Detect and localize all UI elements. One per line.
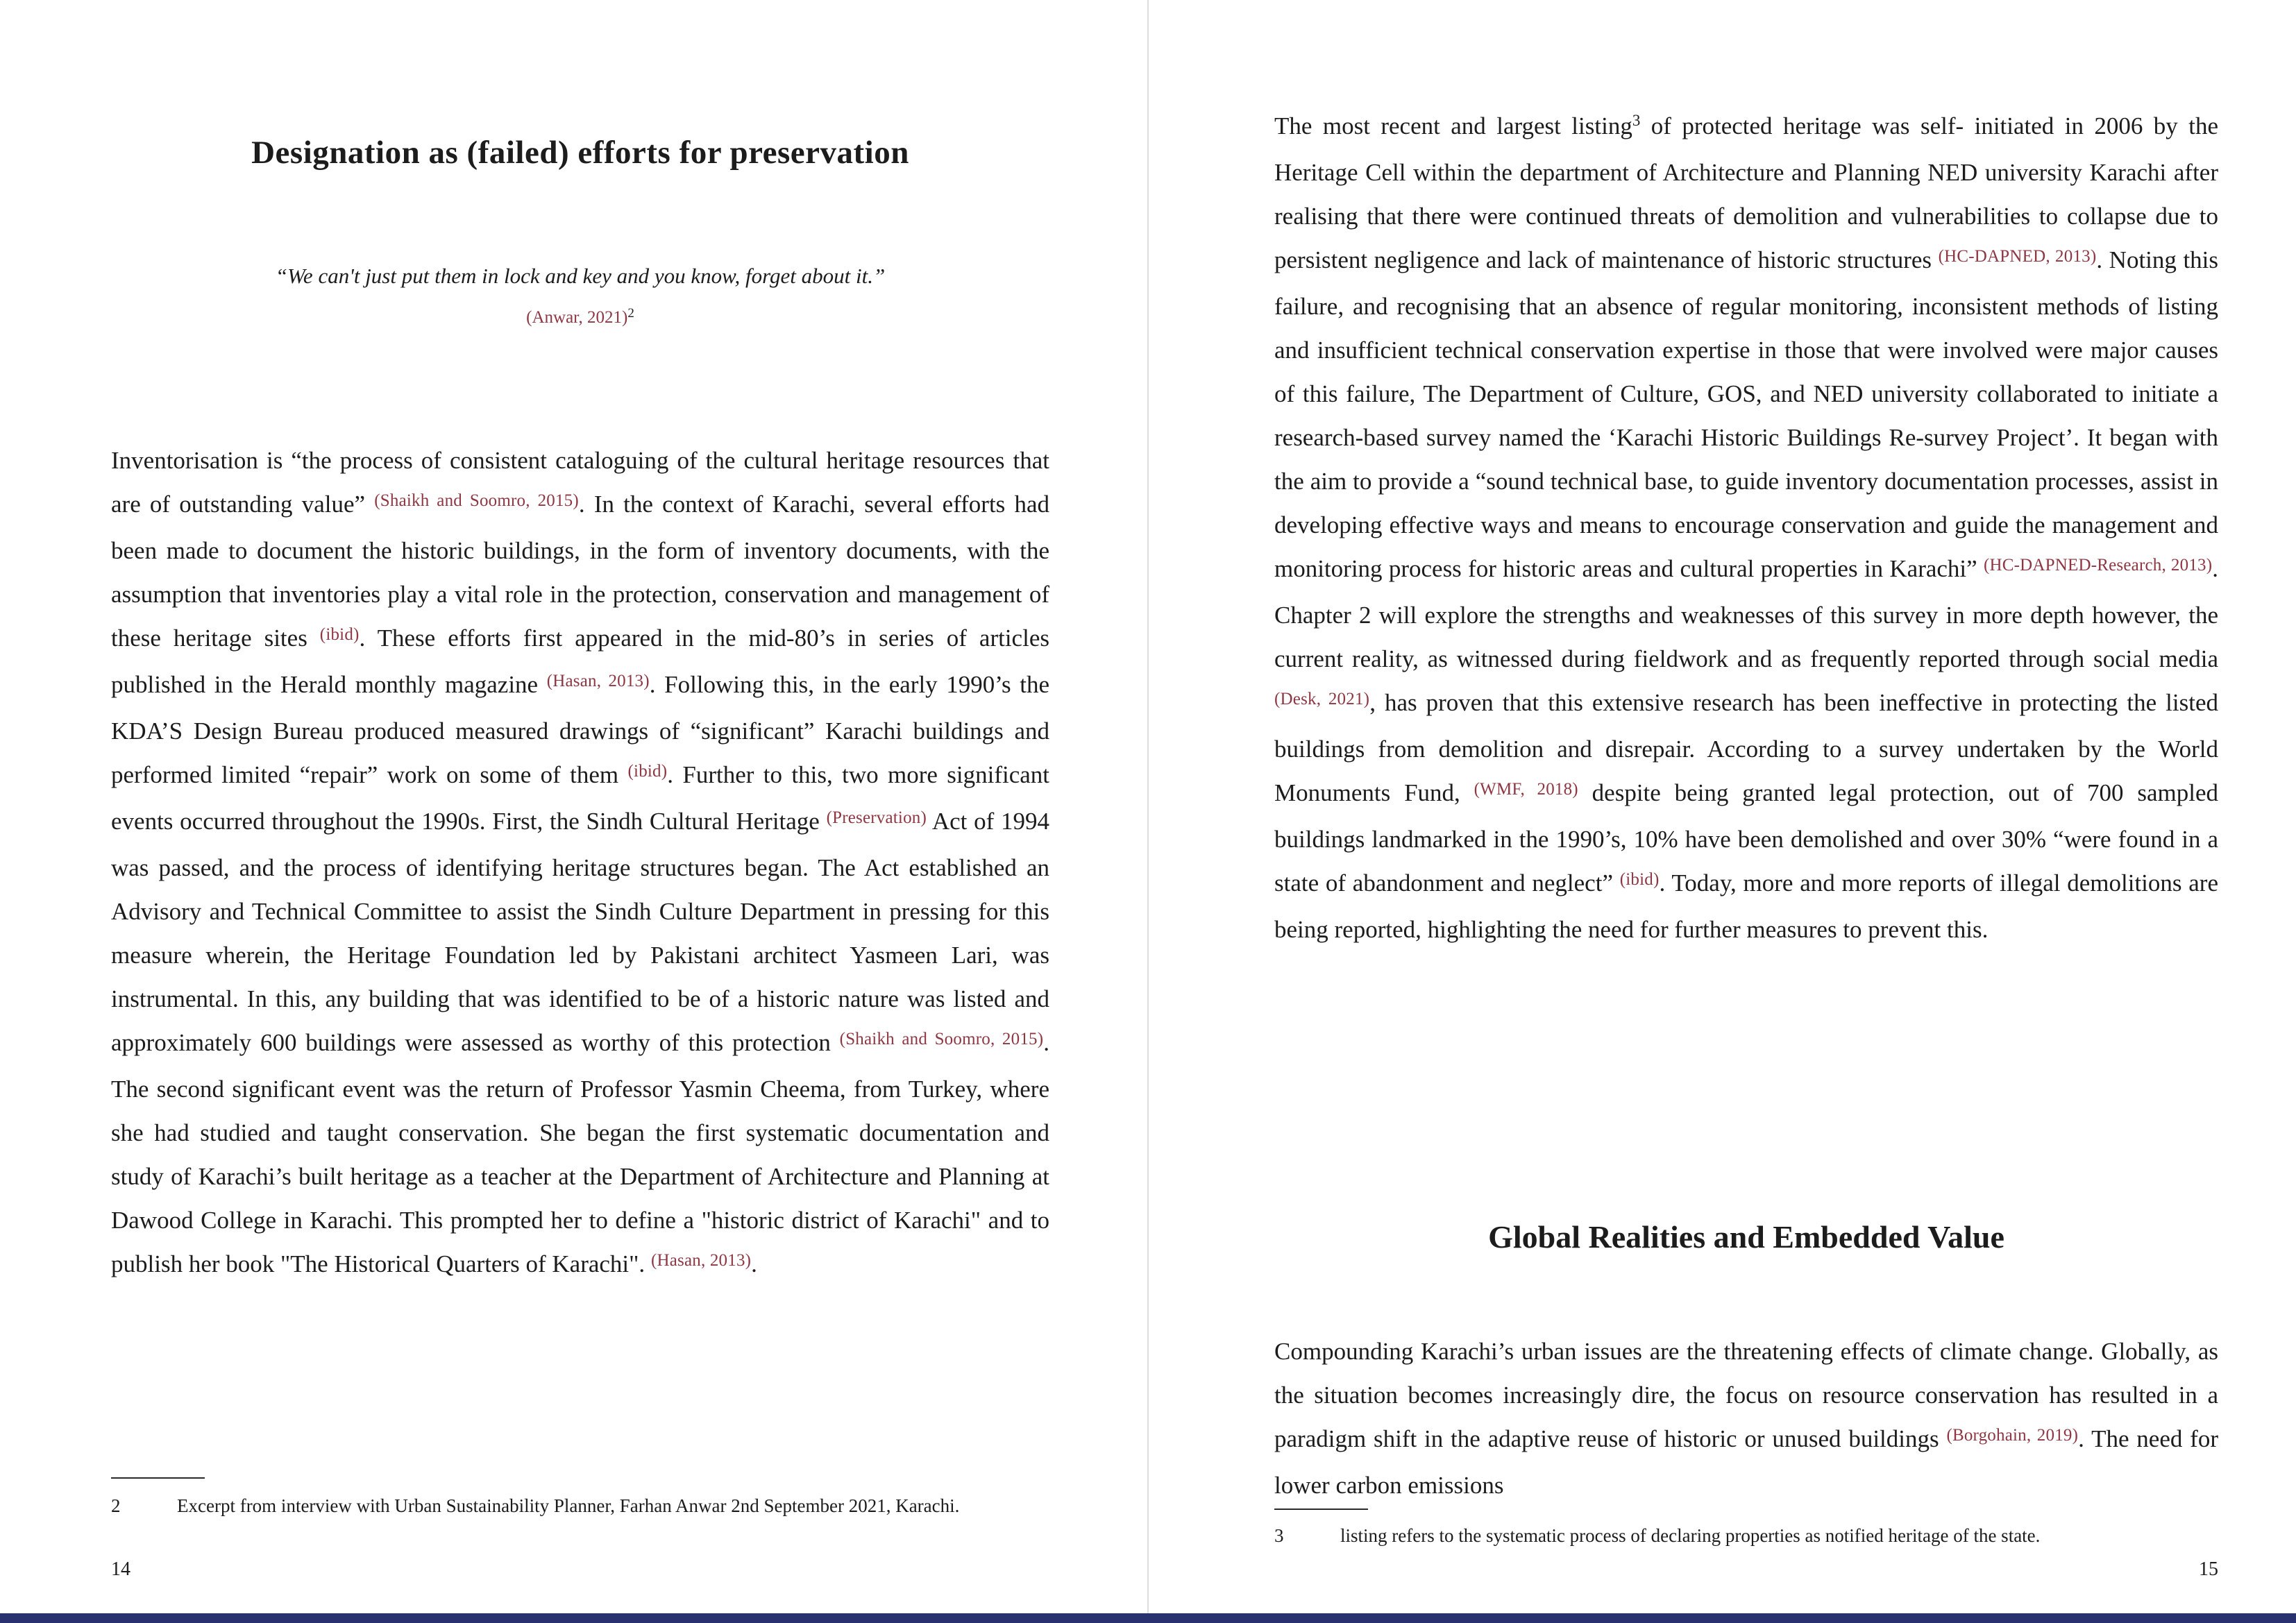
page-number-right: 15 xyxy=(2199,1558,2218,1580)
body-paragraph-right-1: The most recent and largest listing$^3$ of protected heritage was self- initiated in 2006 by the Heritage Cell within the department of Architecture and Planning NED university Karachi after realising that there were continued threats of demolition and vulnerabilities to collapse due to persistent negligence and lack of maintenance of historic structures $^{(HC-DAPNED, 2013)}$. Noting this failure, and recognising that an absence of regular monitoring, inconsistent methods of listing and insufficient technical conservation expertise in those that were involved were major causes of this failure, The Department of Culture, GOS, and NED university collaborated to initiate a research-based survey named the ‘Karachi Historic Buildings Re-survey Project’. It began with the aim to provide a “sound technical base, to guide inventory documentation processes, assist in developing effective ways and means to encourage conservation and guide the management and monitoring process for historic areas and cultural properties in Karachi” $^{(HC-DAPNED-Research, 2013)}$. Chapter 2 will explore the strengths and weaknesses of this survey in more depth however, the current reality, as witnessed during fieldwork and as frequently reported through social media $^{(Desk, 2021)}$, has proven that this extensive research has been ineffective in protecting the listed buildings from demolition and disrepair. According to a survey undertaken by the World Monuments Fund, $^{(WMF, 2018)}$ despite being granted legal protection, out of 700 sampled buildings landmarked in the 1990’s, 10% have been demolished and over 30% “were found in a state of abandonment and neglect” $^{(ibid)}$. Today, more and more reports of illegal demolitions are being reported, highlighting the need for further measures to prevent this. xyxy=(1274,112,2219,943)
inline-citation: (Shaikh and Soomro, 2015) xyxy=(839,1030,1044,1048)
epigraph-footnote-ref: 2 xyxy=(627,306,634,321)
inline-citation: (WMF, 2018) xyxy=(1474,780,1578,799)
inline-citation: (ibid) xyxy=(319,625,360,644)
footnote-rule-left xyxy=(111,1477,205,1479)
footnote-text: listing refers to the systematic process of declaring properties as notified heritage of the state. xyxy=(1340,1525,2041,1546)
footnote-ref: 3 xyxy=(1632,112,1641,129)
inline-citation: (Hasan, 2013) xyxy=(650,1251,752,1270)
footnote-left xyxy=(111,1492,1049,1520)
bottom-bar xyxy=(0,1613,2296,1623)
inline-citation: (HC-DAPNED, 2013) xyxy=(1938,247,2097,266)
footnote-right xyxy=(1274,1522,2218,1549)
inline-citation: (ibid) xyxy=(627,762,668,781)
footnote-rule-right xyxy=(1274,1509,1368,1510)
inline-citation: (Hasan, 2013) xyxy=(546,672,650,690)
footnote-text: Excerpt from interview with Urban Sustainability Planner, Farhan Anwar 2nd September 2021, Karachi. xyxy=(177,1495,960,1516)
inline-citation: (Borgohain, 2019) xyxy=(1946,1426,2079,1445)
inline-citation: (Shaikh and Soomro, 2015) xyxy=(374,491,579,510)
footnote-number: 2 xyxy=(111,1495,121,1516)
body-paragraph-right-2: Compounding Karachi’s urban issues are the threatening effects of climate change. Globally, as the situation becomes increasingly dire, the focus on resource conservation has resulted in a paradigm shift in the adaptive reuse of historic or unused buildings $^{(Borgohain, 2019)}$. The need for lower carbon emissions xyxy=(1274,1338,2218,1499)
inline-citation: (Desk, 2021) xyxy=(1274,690,1370,708)
page-gutter-divider xyxy=(1147,0,1149,1623)
footnote-number: 3 xyxy=(1274,1525,1284,1546)
inline-citation: (HC-DAPNED-Research, 2013) xyxy=(1983,556,2213,575)
body-paragraph-left: Inventorisation is “the process of consistent cataloguing of the cultural heritage resources that are of outstanding value” $^{(Shaikh and Soomro, 2015)}$. In the context of Karachi, several efforts had been made to document the historic buildings, in the form of inventory documents, with the assumption that inventories play a vital role in the protection, conservation and management of these heritage sites $^{(ibid)}$. These efforts first appeared in the mid-80’s in series of articles published in the Herald monthly magazine $^{(Hasan, 2013)}$. Following this, in the early 1990’s the KDA’S Design Bureau produced measured drawings of “significant” Karachi buildings and performed limited “repair” work on some of them $^{(ibid)}$. Further to this, two more significant events occurred throughout the 1990s. First, the Sindh Cultural Heritage $^{(Preservation)}$ Act of 1994 was passed, and the process of identifying heritage structures began. The Act established an Advisory and Technical Committee to assist the Sindh Culture Department in pressing for this measure wherein, the Heritage Foundation led by Pakistani architect Yasmeen Lari, was instrumental. In this, any building that was identified to be of a historic nature was listed and approximately 600 buildings were assessed as worthy of this protection $^{(Shaikh and Soomro, 2015)}$. The second significant event was the return of Professor Yasmin Cheema, from Turkey, where she had studied and taught conservation. She began the first systematic documentation and study of Karachi’s built heritage as a teacher at the Department of Architecture and Planning at Dawood College in Karachi. This prompted her to define a "historic district of Karachi" and to publish her book "The Historical Quarters of Karachi". $^{(Hasan, 2013)}$. xyxy=(111,447,1050,1277)
inline-citation: (ibid) xyxy=(1619,870,1660,889)
epigraph-citation-text: (Anwar, 2021) xyxy=(526,308,628,327)
page-number-left: 14 xyxy=(111,1558,130,1580)
epigraph-citation xyxy=(111,308,1049,328)
chapter-title: Designation as (failed) efforts for preservation xyxy=(251,135,909,171)
section-heading: Global Realities and Embedded Value xyxy=(1488,1219,2004,1255)
epigraph-quote: “We can't just put them in lock and key and you know, forget about it.” xyxy=(275,264,886,288)
inline-citation: (Preservation) xyxy=(826,808,927,827)
